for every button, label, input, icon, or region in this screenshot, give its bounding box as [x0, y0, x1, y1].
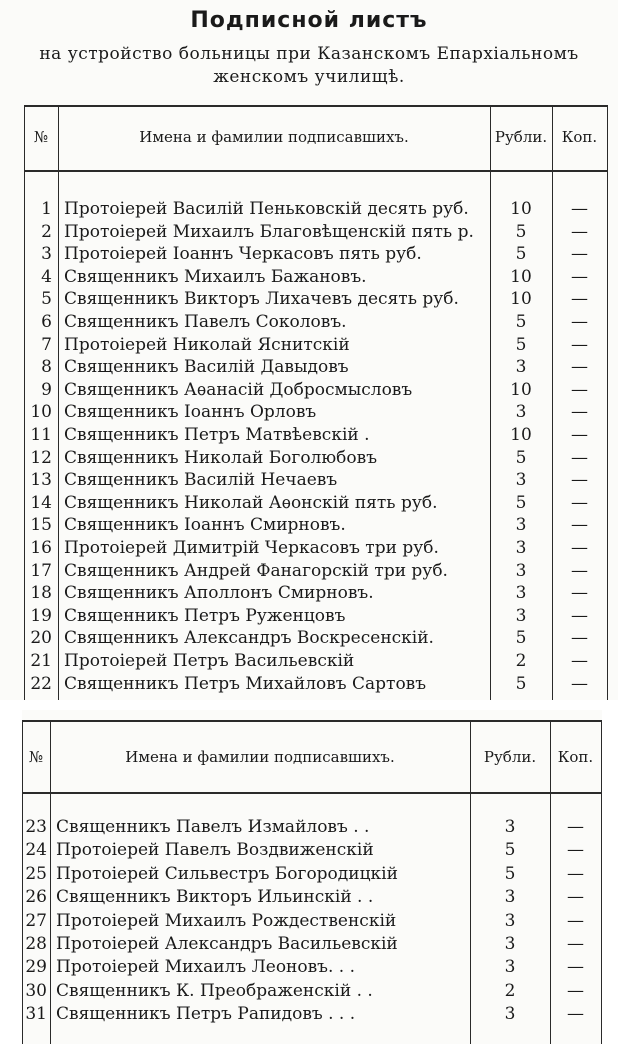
kopecks-amount: —: [571, 402, 588, 423]
row-number: 4: [41, 266, 52, 287]
row-number: 16: [30, 538, 52, 558]
row-number: 30: [25, 980, 47, 1001]
subscriber-name: Протоіерей Іоаннъ Черкасовъ пять руб.: [64, 244, 422, 265]
row-number: 6: [41, 312, 52, 332]
subscriber-name: Протоіерей Михаилъ Благовѣщенскій пять р.: [64, 221, 474, 242]
table-row: [0, 582, 618, 604]
kopecks-amount: —: [571, 583, 588, 604]
table-row: [0, 311, 618, 333]
page-bottom-section: [22, 710, 602, 1044]
kopecks-amount: —: [571, 357, 588, 378]
row-number: 11: [30, 425, 52, 445]
row-number: 19: [30, 605, 52, 626]
table2-header-names: Имена и фамилии подписавшихъ.: [125, 748, 395, 766]
row-number: 22: [30, 673, 52, 694]
table-row: [0, 673, 618, 695]
kopecks-amount: —: [567, 957, 584, 978]
kopecks-amount: —: [567, 980, 584, 1001]
subscriber-name: Протоіерей Михаилъ Рождественскій: [56, 910, 397, 931]
kopecks-amount: —: [567, 1004, 584, 1025]
row-number: 31: [25, 1004, 47, 1025]
rubles-amount: 10: [510, 266, 532, 287]
row-number: 9: [41, 379, 52, 400]
row-number: 21: [30, 651, 52, 671]
document-subtitle-line1: на устройство больницы при Казанскомъ Епархіальномъ: [39, 44, 579, 64]
kopecks-amount: —: [567, 840, 584, 861]
subscriber-name: Священникъ Аполлонъ Смирновъ.: [64, 583, 374, 604]
table-row: [0, 243, 618, 265]
row-number: 13: [30, 470, 52, 491]
rubles-amount: 3: [515, 357, 527, 378]
kopecks-amount: —: [571, 379, 588, 400]
row-number: 27: [25, 910, 47, 931]
kopecks-amount: —: [571, 289, 588, 310]
table-row: [22, 910, 602, 932]
rubles-amount: 3: [504, 1004, 516, 1025]
rubles-amount: 5: [515, 492, 527, 513]
table2-header-bottom-rule: [22, 792, 602, 794]
table-row: [0, 334, 618, 356]
kopecks-amount: —: [571, 651, 588, 671]
table-row: [22, 933, 602, 955]
table-row: [22, 816, 602, 838]
table2-top-rule: [22, 720, 602, 722]
rubles-amount: 5: [515, 221, 527, 242]
subscriber-name: Священникъ Петръ Матвѣевскій .: [64, 425, 370, 445]
kopecks-amount: —: [571, 244, 588, 265]
header-rubles: Рубли.: [494, 128, 548, 146]
table-row: [22, 956, 602, 978]
rubles-amount: 3: [504, 910, 516, 931]
header-number: №: [33, 128, 49, 146]
kopecks-amount: —: [571, 266, 588, 287]
row-number: 14: [30, 492, 52, 513]
table-row: [22, 863, 602, 885]
rubles-amount: 10: [510, 289, 532, 310]
rubles-amount: 3: [504, 934, 516, 954]
subscriber-name: Священникъ Николай Аѳонскій пять руб.: [64, 492, 438, 513]
row-number: 12: [30, 447, 52, 468]
rubles-amount: 10: [510, 425, 532, 445]
rubles-amount: 5: [515, 673, 527, 694]
table-row: [22, 886, 602, 908]
subscriber-name: Священникъ Аѳанасій Добросмысловъ: [64, 379, 413, 400]
kopecks-amount: —: [571, 605, 588, 626]
subscriber-name: Священникъ Александръ Воскресенскій.: [64, 628, 434, 649]
rubles-amount: 3: [515, 583, 527, 604]
rubles-amount: 3: [515, 538, 527, 558]
kopecks-amount: —: [567, 910, 584, 931]
table-row: [0, 198, 618, 220]
table-row: [0, 356, 618, 378]
subscriber-name: Священникъ Андрей Фанагорскій три руб.: [64, 560, 448, 581]
table-top-rule: [24, 105, 608, 107]
header-names: Имена и фамилии подписавшихъ.: [139, 128, 409, 146]
table-row: [22, 980, 602, 1002]
subscriber-name: Священникъ Іоаннъ Смирновъ.: [64, 515, 346, 536]
rubles-amount: 3: [504, 957, 516, 978]
table-row: [0, 221, 618, 243]
rubles-amount: 3: [504, 817, 516, 837]
rubles-amount: 2: [504, 980, 516, 1001]
subscriber-name: Протоіерей Михаилъ Леоновъ. . .: [56, 957, 356, 978]
subscriber-name: Протоіерей Димитрій Черкасовъ три руб.: [64, 538, 439, 558]
rubles-amount: 5: [504, 863, 516, 884]
kopecks-amount: —: [571, 447, 588, 468]
table-row: [22, 1003, 602, 1025]
kopecks-amount: —: [567, 887, 584, 908]
rubles-amount: 3: [515, 402, 527, 423]
subscriber-name: Священникъ К. Преображенскій . .: [56, 980, 373, 1001]
row-number: 26: [25, 887, 47, 908]
row-number: 10: [30, 402, 52, 423]
table-row: [22, 839, 602, 861]
kopecks-amount: —: [567, 934, 584, 954]
table-header-bottom-rule: [24, 170, 608, 172]
table-row: [0, 514, 618, 536]
table2-header-rubles: Рубли.: [483, 748, 537, 766]
table-row: [0, 266, 618, 288]
table-row: [0, 424, 618, 446]
row-number: 1: [41, 199, 52, 219]
subscriber-name: Священникъ Викторъ Ильинскій . .: [56, 887, 374, 908]
table2-header-number: №: [28, 748, 44, 766]
table-row: [0, 379, 618, 401]
row-number: 18: [30, 583, 52, 604]
subscriber-name: Протоіерей Сильвестръ Богородицкій: [56, 863, 398, 884]
kopecks-amount: —: [571, 199, 588, 219]
row-number: 8: [41, 357, 52, 378]
table-row: [0, 401, 618, 423]
rubles-amount: 10: [510, 379, 532, 400]
rubles-amount: 5: [515, 312, 527, 332]
row-number: 20: [30, 628, 52, 649]
rubles-amount: 3: [504, 887, 516, 908]
rubles-amount: 3: [515, 515, 527, 536]
subscriber-name: Священникъ Павелъ Измайловъ . .: [56, 817, 370, 837]
rubles-amount: 5: [515, 628, 527, 649]
subscriber-name: Протоіерей Николай Яснитскій: [64, 334, 350, 355]
row-number: 25: [25, 863, 47, 884]
kopecks-amount: —: [571, 221, 588, 242]
row-number: 2: [41, 221, 52, 242]
table-row: [0, 537, 618, 559]
row-number: 23: [25, 817, 47, 837]
row-number: 17: [30, 560, 52, 581]
rubles-amount: 2: [515, 651, 527, 671]
row-number: 5: [41, 289, 52, 310]
table2-header-kopecks: Коп.: [557, 748, 594, 766]
subscriber-name: Священникъ Іоаннъ Орловъ: [64, 402, 317, 423]
table-row: [0, 447, 618, 469]
table-row: [0, 469, 618, 491]
subscriber-name: Священникъ Петръ Рапидовъ . . .: [56, 1004, 356, 1025]
table-row: [0, 650, 618, 672]
subscriber-name: Священникъ Василій Нечаевъ: [64, 470, 338, 491]
subscriber-name: Протоіерей Павелъ Воздвиженскій: [56, 840, 374, 861]
rubles-amount: 10: [510, 199, 532, 219]
rubles-amount: 3: [515, 560, 527, 581]
rubles-amount: 5: [515, 447, 527, 468]
table-row: [0, 492, 618, 514]
kopecks-amount: —: [571, 628, 588, 649]
kopecks-amount: —: [571, 673, 588, 694]
kopecks-amount: —: [571, 470, 588, 491]
row-number: 7: [41, 334, 52, 355]
subscriber-name: Священникъ Викторъ Лихачевъ десять руб.: [64, 289, 459, 310]
subscriber-name: Священникъ Петръ Михайловъ Сартовъ: [64, 673, 427, 694]
subscriber-name: Протоіерей Александръ Васильевскій: [56, 934, 398, 954]
row-number: 3: [41, 244, 52, 265]
subscriber-name: Священникъ Петръ Руженцовъ: [64, 605, 346, 626]
table-row: [0, 605, 618, 627]
table-row: [0, 627, 618, 649]
kopecks-amount: —: [567, 817, 584, 837]
rubles-amount: 3: [515, 605, 527, 626]
kopecks-amount: —: [571, 492, 588, 513]
row-number: 28: [25, 934, 47, 954]
rubles-amount: 5: [515, 334, 527, 355]
rubles-amount: 5: [515, 244, 527, 265]
rubles-amount: 5: [504, 840, 516, 861]
kopecks-amount: —: [567, 863, 584, 884]
table-row: [0, 288, 618, 310]
document-subtitle-line2: женскомъ училищѣ.: [213, 67, 405, 87]
header-kopecks: Коп.: [561, 128, 598, 146]
subscriber-name: Священникъ Николай Боголюбовъ: [64, 447, 378, 468]
subscriber-name: Священникъ Василій Давыдовъ: [64, 357, 349, 378]
kopecks-amount: —: [571, 312, 588, 332]
kopecks-amount: —: [571, 560, 588, 581]
row-number: 15: [30, 515, 52, 536]
kopecks-amount: —: [571, 515, 588, 536]
kopecks-amount: —: [571, 538, 588, 558]
subscriber-name: Протоіерей Петръ Васильевскій: [64, 651, 355, 671]
subscriber-name: Священникъ Михаилъ Бажановъ.: [64, 266, 367, 287]
document-title: Подписной листъ: [190, 8, 428, 33]
table-row: [0, 560, 618, 582]
row-number: 29: [25, 957, 47, 978]
kopecks-amount: —: [571, 425, 588, 445]
row-number: 24: [25, 840, 47, 861]
subscriber-name: Священникъ Павелъ Соколовъ.: [64, 312, 347, 332]
kopecks-amount: —: [571, 334, 588, 355]
subscriber-name: Протоіерей Василій Пеньковскій десять руб.: [64, 199, 469, 219]
rubles-amount: 3: [515, 470, 527, 491]
